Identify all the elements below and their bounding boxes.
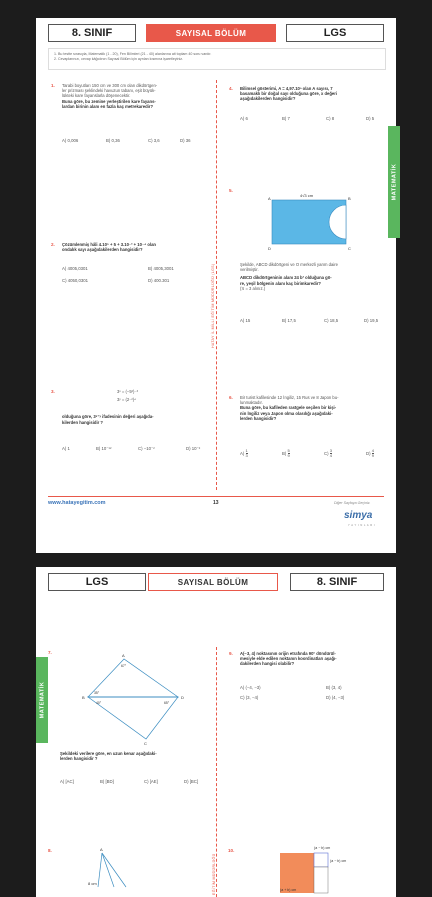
option-c[interactable]: C) $\frac{3}{4}$	[324, 448, 332, 459]
option-c[interactable]: C) −10⁻²	[138, 446, 155, 451]
grade-header: 8. SINIF	[290, 573, 384, 591]
option-c[interactable]: C) [AE]	[144, 779, 158, 784]
option-c[interactable]: C) 3,6	[148, 138, 160, 143]
option-a[interactable]: A) 4005,0301	[62, 266, 88, 271]
exam-type-header: LGS	[48, 573, 146, 591]
question-8-number: 8.	[48, 848, 52, 853]
angle-label: 35°	[94, 691, 100, 695]
next-page-note: Diğer Sayfaya Geçiniz.	[334, 501, 371, 505]
question-7: Şekildeki verilere göre, en uzun kenar aşağıdaki- lerden hangisidir ?	[60, 751, 157, 762]
angle-label: 40°	[96, 701, 102, 705]
length-label: (a − b) cm	[330, 859, 347, 863]
quadrilateral-figure	[80, 653, 200, 745]
footer-website-link[interactable]: www.hatayegitim.com	[48, 500, 106, 506]
question-6: 6. Bir turist kafilesinde 12 İngiliz, 15 Rus ve 8 Japon bu- lunmaktadır. Buna göre, bu kafileden rastgele seçilen bir kişi- nin İngiliz veya Japon olma olasılığı aşağıdaki- lerden hangisidir?	[229, 395, 339, 421]
option-c[interactable]: C) 18,5	[324, 318, 339, 323]
question-2: 2. Çözümlenmiş hâli 4.10⁵ + 5 + 3.10⁻² + 10⁻⁴ olan ondalık sayı aşağıdakilerden hangisidir?	[51, 242, 156, 253]
question-5-number: 5.	[229, 188, 233, 193]
option-b[interactable]: B) $\frac{5}{9}$	[282, 448, 290, 459]
option-d[interactable]: D) (4, −3)	[326, 695, 345, 700]
option-a[interactable]: A) $\frac{1}{3}$	[240, 448, 248, 459]
section-header: SAYISAL BÖLÜM	[148, 573, 278, 591]
length-label: (a + b) cm	[280, 888, 297, 892]
option-c[interactable]: C) (3, −4)	[240, 695, 259, 700]
section-header: SAYISAL BÖLÜM	[146, 24, 276, 42]
subject-tab: MATEMATİK	[388, 126, 400, 238]
exam-type-header: LGS	[286, 24, 384, 42]
subject-tab: MATEMATİK	[36, 657, 48, 743]
exam-page-14	[36, 567, 396, 897]
publisher-logo: simya	[344, 510, 373, 521]
option-a[interactable]: A) 0,006	[62, 138, 79, 143]
option-d[interactable]: D) $\frac{4}{9}$	[366, 448, 374, 459]
rectangle-semicircle-figure	[264, 192, 354, 252]
label-d: D	[181, 695, 184, 700]
column-divider	[216, 647, 217, 897]
option-c[interactable]: C) 4050,0301	[62, 278, 89, 283]
angle-label: 67°	[121, 664, 127, 668]
publisher-logo-subtitle: Y A Y I N L A R I	[348, 524, 376, 527]
triangle-figure	[86, 847, 176, 887]
option-b[interactable]: B) (3, 4)	[326, 685, 342, 690]
option-b[interactable]: B) 4005,3001	[148, 266, 174, 271]
square-figure	[272, 843, 362, 893]
question-1: 1. Tarabi boyutları 150 cm ve 300 cm olan dikdörtgen- ler prizması şeklindeki havuzun tabanı, eşit büyük- lükteki kare fayanslarla döşenecektir. Buna göre, bu zemine yerleştirilen kare fayans- lardan birinin alanı en fazla kaç metrekaredir?	[51, 83, 158, 109]
option-d[interactable]: D) 400.301	[148, 278, 170, 283]
question-7-number: 7.	[48, 650, 52, 655]
label-c: C	[144, 741, 147, 746]
option-a[interactable]: A) (−4, −3)	[240, 685, 261, 690]
label-c: C	[348, 246, 351, 251]
question-3: 3. 3ˣ = (−5²)⁻³ 3ʸ = (2⁻²)⁴ olduğuna göre, 3ˣ⁺ʸ ifadesinin değeri aşağıda- kilerden hangisidir ?	[51, 389, 154, 425]
column-divider	[216, 80, 217, 490]
option-d[interactable]: D) [BC]	[184, 779, 199, 784]
option-c[interactable]: C) 8	[326, 116, 335, 121]
length-label: (a − b) cm	[314, 846, 331, 850]
label-b: B	[348, 196, 351, 201]
option-a[interactable]: A) 6	[240, 116, 248, 121]
option-d[interactable]: D) 36	[180, 138, 191, 143]
option-b[interactable]: B) 17,5	[282, 318, 296, 323]
label-a: A	[100, 847, 103, 852]
angle-label: 65°	[164, 701, 170, 705]
option-a[interactable]: A) 15	[240, 318, 251, 323]
label-top-length: 4√3 cm	[300, 193, 314, 198]
divider-label: HATAY İL MİLLİ EĞİTİM MÜDÜRLÜĞÜ (LGS)	[211, 263, 215, 348]
exam-page-13	[36, 18, 396, 553]
option-d[interactable]: D) 19,5	[364, 318, 379, 323]
option-d[interactable]: D) 10⁻²	[186, 446, 201, 451]
label-d: D	[268, 246, 271, 251]
option-b[interactable]: B) 7	[282, 116, 290, 121]
option-b[interactable]: B) [BD]	[100, 779, 114, 784]
option-b[interactable]: B) 0,36	[106, 138, 120, 143]
label-a: A	[268, 196, 271, 201]
option-a[interactable]: A) [AC]	[60, 779, 74, 784]
option-b[interactable]: B) 10⁻¹²	[96, 446, 112, 451]
instruction-line: 1. Bu testte sırasıyla, Matematik (1 - 20), Fen Bilimleri (21 - 40) alanlarına ait toplam 40 soru vardır.	[54, 52, 212, 56]
label-b: B	[82, 695, 85, 700]
question-5: Şekilde, ABCD dikdörtgeni ve O merkezli yarım daire verilmiştir. ABCD dikdörtgeninin alanı 24 b² olduğuna gö- re, yeşil bölgenin alanı kaç birimkaredir? (π = 3 alınız.)	[240, 262, 338, 291]
grade-header: 8. SINIF	[48, 24, 136, 42]
option-a[interactable]: A) 1	[62, 446, 70, 451]
question-10-number: 10.	[228, 848, 235, 853]
option-d[interactable]: D) 5	[366, 116, 375, 121]
page-number: 13	[213, 500, 219, 506]
divider-label: EĞİTİM MÜDÜRLÜĞÜ	[212, 853, 216, 895]
question-4: 4. Bilimsel gösterimi, A = 4,97.10ⁿ olan A sayısı, 7 basamaklı bir doğal sayı olduğuna göre, x değeri aşağıdakilerden hangisidir?	[229, 86, 338, 102]
label-a: A	[122, 653, 125, 658]
question-9: 9. A(−3, 4) noktasının orijin etrafında 90° döndürül- mesiyle elde edilen noktanın koordinatları aşağı- dakilerden hangisi olabilir?	[229, 651, 337, 667]
length-label: 8 cm	[88, 881, 97, 886]
instruction-line: 2. Cevaplarınızı, cevap kâğıdının Sayısal Bölüm için ayrılan kısmına işaretleyiniz.	[54, 57, 184, 61]
instructions-box	[48, 48, 386, 70]
footer-rule	[48, 496, 384, 497]
